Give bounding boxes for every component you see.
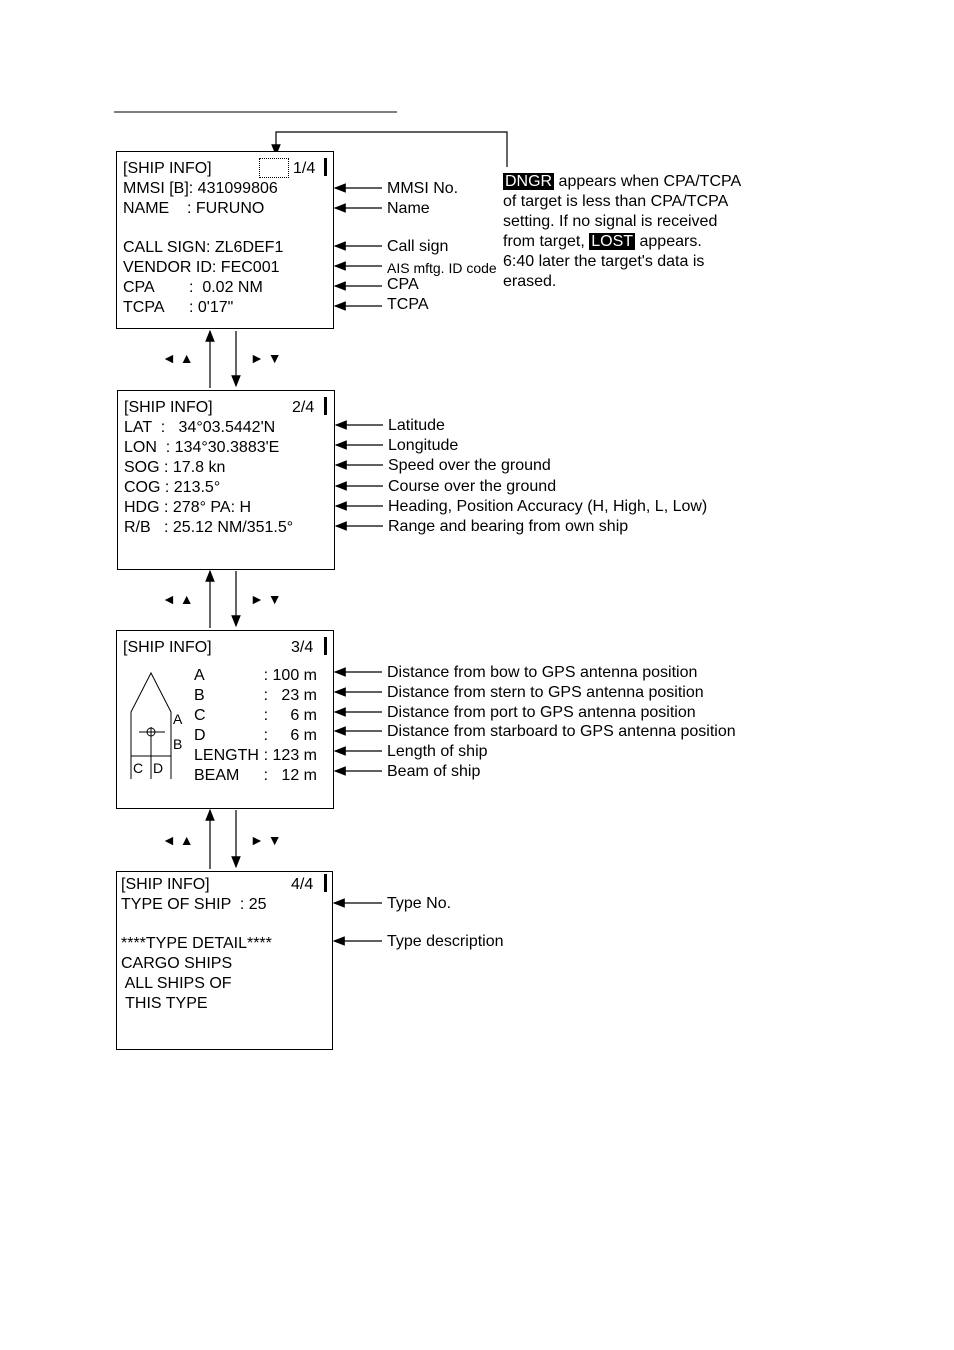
- cursor-bar: [324, 637, 327, 655]
- annotation-type-no: Type No.: [387, 895, 452, 912]
- name-field: NAME : FURUNO: [123, 200, 265, 217]
- ship-info-page-4: [116, 871, 333, 1050]
- vendor-id-field: VENDOR ID: FEC001: [123, 259, 280, 276]
- page-title: [SHIP INFO]: [123, 160, 212, 177]
- nav-left-up-3: ◄ ▲: [162, 832, 194, 848]
- annotation-bow: Distance from bow to GPS antenna position: [387, 664, 698, 681]
- cog-field: COG : 213.5°: [124, 479, 221, 496]
- annotation-length: Length of ship: [387, 743, 488, 760]
- annotation-type-description: Type description: [387, 933, 504, 950]
- diagram-label-b: B: [173, 736, 183, 752]
- annotation-cpa: CPA: [387, 276, 419, 293]
- diagram-label-a: A: [173, 711, 183, 727]
- annotation-call-sign: Call sign: [387, 238, 449, 255]
- lat-field: LAT : 34°03.5442'N: [124, 419, 276, 436]
- note-line-4b: appears.: [635, 233, 702, 250]
- page-number: 3/4: [291, 639, 314, 656]
- ship-info-page-1: [116, 151, 334, 329]
- length-key: LENGTH: [194, 747, 259, 764]
- annotation-sog: Speed over the ground: [388, 457, 551, 474]
- mmsi-field: MMSI [B]: 431099806: [123, 180, 278, 197]
- annotation-latitude: Latitude: [388, 417, 445, 434]
- hdg-field: HDG : 278° PA: H: [124, 499, 252, 516]
- type-detail-line-2: ALL SHIPS OF: [121, 975, 232, 992]
- nav-left-up-1: ◄ ▲: [162, 350, 194, 366]
- dimension-c-key: C: [194, 707, 206, 724]
- annotation-mmsi: MMSI No.: [387, 180, 459, 197]
- ship-info-page-3: [116, 630, 334, 809]
- annotation-heading: Heading, Position Accuracy (H, High, L, Low): [388, 498, 708, 515]
- annotation-port: Distance from port to GPS antenna position: [387, 704, 696, 721]
- type-detail-line-3: THIS TYPE: [121, 995, 208, 1012]
- annotation-starboard: Distance from starboard to GPS antenna position: [387, 723, 736, 740]
- ship-outline-diagram: [125, 669, 205, 809]
- page-number: 1/4: [293, 160, 316, 177]
- dimension-c-value: : 6 m: [263, 707, 317, 724]
- annotation-name: Name: [387, 200, 430, 217]
- type-detail-line-1: CARGO SHIPS: [121, 955, 233, 972]
- diagram-label-c: C: [133, 760, 144, 776]
- type-of-ship-field: TYPE OF SHIP : 25: [121, 896, 267, 913]
- lost-badge: LOST: [591, 233, 634, 250]
- dimension-d-value: : 6 m: [263, 727, 317, 744]
- type-detail-header: ****TYPE DETAIL****: [121, 935, 272, 952]
- dimension-d-key: D: [194, 727, 206, 744]
- call-sign-field: CALL SIGN: ZL6DEF1: [123, 239, 284, 256]
- tcpa-value: : 0'17": [189, 299, 234, 316]
- dimension-b-key: B: [194, 687, 205, 704]
- dimension-a-key: A: [194, 667, 205, 684]
- note-line-5: 6:40 later the target's data is: [503, 253, 705, 270]
- annotation-tcpa: TCPA: [387, 296, 429, 313]
- cursor-bar: [324, 874, 327, 892]
- page-title: [SHIP INFO]: [123, 639, 212, 656]
- sog-field: SOG : 17.8 kn: [124, 459, 226, 476]
- dngr-note: [503, 172, 741, 292]
- annotation-stern: Distance from stern to GPS antenna position: [387, 684, 704, 701]
- nav-right-down-2: ► ▼: [250, 591, 282, 607]
- nav-left-up-2: ◄ ▲: [162, 591, 194, 607]
- nav-right-down-3: ► ▼: [250, 832, 282, 848]
- rb-field: R/B : 25.12 NM/351.5°: [124, 519, 294, 536]
- cpa-value: : 0.02 NM: [189, 279, 263, 296]
- note-line-1: appears when CPA/TCPA: [554, 173, 742, 190]
- tcpa-label: TCPA: [123, 299, 165, 316]
- note-line-3: setting. If no signal is received: [503, 213, 718, 230]
- beam-value: : 12 m: [263, 767, 317, 784]
- page-number: 2/4: [292, 399, 315, 416]
- dimension-b-value: : 23 m: [263, 687, 317, 704]
- page-title: [SHIP INFO]: [124, 399, 213, 416]
- cursor-bar: [324, 158, 327, 176]
- dimension-a-value: : 100 m: [263, 667, 317, 684]
- cursor-bar: [324, 397, 327, 415]
- lon-field: LON : 134°30.3883'E: [124, 439, 280, 456]
- diagram-label-d: D: [153, 760, 164, 776]
- annotation-ais-id: AIS mftg. ID code: [387, 260, 497, 276]
- note-line-4a: from target,: [503, 233, 590, 250]
- dngr-badge: DNGR: [505, 173, 553, 190]
- note-line-6: erased.: [503, 273, 557, 290]
- annotation-longitude: Longitude: [388, 437, 459, 454]
- ship-info-page-2: [117, 390, 335, 570]
- length-value: : 123 m: [263, 747, 317, 764]
- nav-right-down-1: ► ▼: [250, 350, 282, 366]
- note-line-2: of target is less than CPA/TCPA: [503, 193, 729, 210]
- annotation-range-bearing: Range and bearing from own ship: [388, 518, 629, 535]
- page-title: [SHIP INFO]: [121, 876, 210, 893]
- cpa-label: CPA: [123, 279, 155, 296]
- annotation-cog: Course over the ground: [388, 478, 557, 495]
- annotation-beam: Beam of ship: [387, 763, 481, 780]
- beam-key: BEAM: [194, 767, 240, 784]
- page-number: 4/4: [291, 876, 314, 893]
- status-placeholder-box: [259, 158, 289, 178]
